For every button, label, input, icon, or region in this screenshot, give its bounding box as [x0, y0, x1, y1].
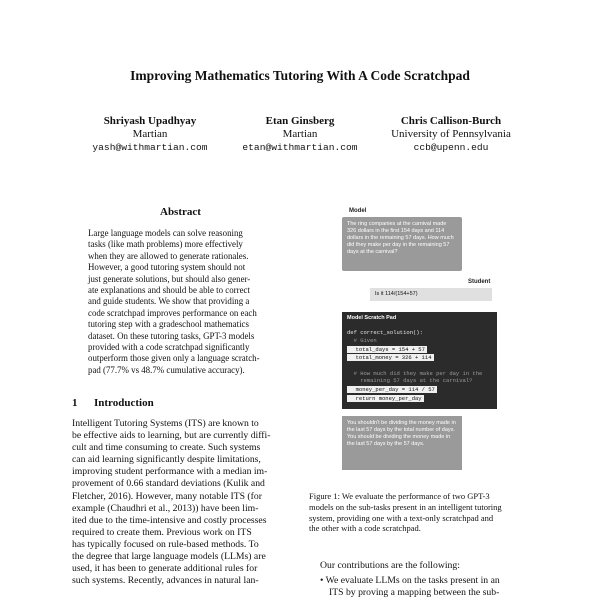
student-answer-bubble [370, 288, 492, 301]
intro-line: improving student performance with a median im- [72, 466, 268, 478]
intro-line: Fletcher, 2016). However, many notable ITS (for [72, 490, 262, 502]
abstract-line: outperform those given only a language scratch- [88, 353, 260, 364]
code-line: # How much did they make per day in the [347, 370, 483, 377]
contributions-intro: Our contributions are the following: [320, 560, 460, 571]
author-3 [356, 115, 546, 154]
author-affiliation: Martian [132, 128, 168, 140]
section-title: Introduction [94, 397, 154, 409]
scratchpad-label: Model Scratch Pad [347, 315, 397, 321]
author-name: Etan Ginsberg [265, 115, 335, 127]
author-email: ccb@upenn.edu [413, 142, 489, 153]
intro-line: can aid learning significantly despite limitations, [72, 454, 261, 466]
section-heading [72, 397, 154, 409]
model-question-text: The ring companies at the carnival made 326 dollars in the first 154 days and 114 dollars in the remaining 57 days. How much did they make per day in the remaining 57 days at the carnival? [347, 221, 454, 255]
code-line: return money_per_day [349, 395, 422, 402]
abstract-line: However, a good tutoring system should not [88, 262, 246, 273]
paper-title: Improving Mathematics Tutoring With A Code Scratchpad [130, 68, 470, 83]
code-line: total_money = 326 + 114 [349, 354, 432, 361]
intro-line: Intelligent Tutoring Systems (ITS) are known to [72, 418, 259, 429]
code-line: def correct_solution(): [347, 329, 423, 336]
bullet-line: ITS by proving a mapping between the sub- [329, 587, 500, 599]
code-line: total_days = 154 + 57 [349, 346, 425, 353]
author-email: etan@withmartian.com [242, 142, 358, 153]
intro-line: the degree that large language models (LLMs) are [72, 551, 266, 563]
code-line: remaining 57 days at the carnival? [347, 377, 473, 384]
intro-line: used, it has been to generate additional rules for [72, 563, 258, 575]
figure-student-label: Student [468, 279, 491, 285]
author-name: Chris Callison-Burch [400, 115, 502, 127]
abstract-line: tutoring step with a gradeschool mathematics [88, 319, 249, 330]
intro-line: example (Chaudhri et al., 2013)) have been lim- [72, 502, 259, 514]
abstract-line: dataset. On these tutoring tasks, GPT-3 models [88, 330, 255, 341]
code-line: money_per_day = 114 / 57 [349, 386, 435, 393]
abstract-line: when they are allowed to generate rationales. [88, 250, 249, 261]
abstract-line: just generate solutions, but should also gener- [88, 273, 251, 284]
abstract-line: provided with a code scratchpad significantly [88, 342, 250, 353]
author-affiliation: Martian [282, 128, 318, 140]
model-question-bubble [342, 217, 462, 271]
code-line: # Given [347, 337, 377, 344]
caption-line: Figure 1: We evaluate the performance of two GPT-3 [309, 491, 490, 501]
abstract-line: ate explanations and should be able to correct [88, 285, 250, 296]
model-feedback-text: You shouldn't be dividing the money made in the last 57 days by the total number of days. You should be dividing the money made in the last 57 days by the 57 days. [347, 420, 456, 447]
author-affiliation: University of Pennsylvania [391, 128, 511, 140]
intro-line: ited due to the time-intensive and costly processes [72, 514, 267, 526]
student-answer-text: Is it 114/(154+57) [375, 291, 418, 297]
figure-caption [309, 491, 530, 534]
section-number: 1 [72, 397, 78, 409]
abstract-body [88, 228, 276, 376]
model-feedback-bubble [342, 416, 462, 470]
contribution-bullet [320, 575, 535, 599]
intro-line: be effective aids to learning, but are currently diffi- [72, 430, 271, 442]
caption-line: the other with a code scratchpad. [309, 523, 421, 534]
caption-line: models on the sub-tasks present in an intelligent tutoring [309, 501, 502, 512]
bullet-line: • We evaluate LLMs on the tasks present in an [320, 575, 500, 586]
abstract-line: Large language models can solve reasoning [88, 228, 243, 238]
intro-body [72, 418, 290, 587]
abstract-line: and guide students. We show that providing a [88, 296, 250, 307]
author-name: Shriyash Upadhyay [103, 115, 197, 127]
abstract-line: tasks (like math problems) more effectively [88, 239, 243, 250]
abstract-line: pad (77.7% vs 48.7% cumulative accuracy). [88, 364, 245, 375]
caption-line: system, providing one with a text-only scratchpad and [309, 512, 494, 523]
intro-line: provement of 0.66 standard deviations (Kulik and [72, 478, 265, 490]
intro-line: cult and time consuming to create. Such systems [72, 442, 261, 454]
abstract-heading: Abstract [160, 206, 201, 218]
abstract-line: code scratchpad improves performance on each [88, 307, 257, 318]
intro-line: required to create them. Previous work on ITS [72, 526, 252, 538]
figure-model-label: Model [349, 208, 367, 214]
intro-line: has typically focused on rule-based methods. To [72, 538, 259, 550]
author-email: yash@withmartian.com [92, 142, 208, 153]
intro-line: such systems. Recently, advances in natural lan- [72, 575, 259, 587]
code-scratchpad [342, 312, 497, 409]
